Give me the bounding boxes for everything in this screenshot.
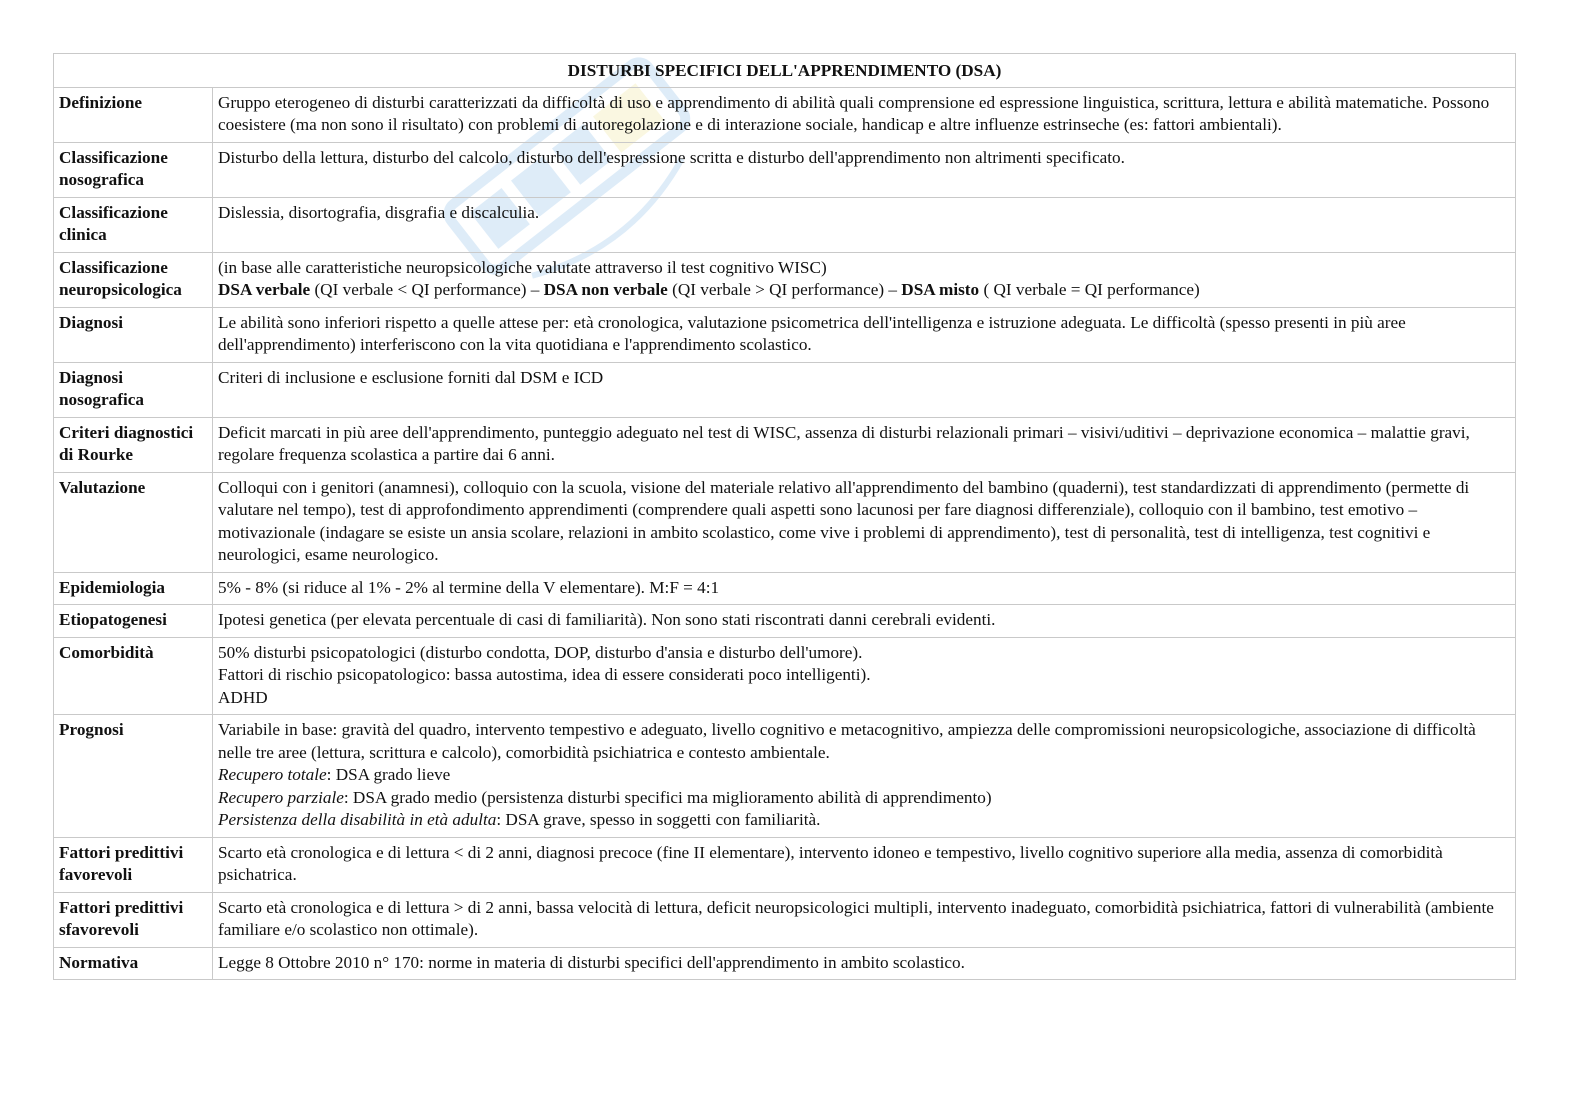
table-row-prognosi [54, 715, 1516, 838]
row-label: Criteri diagnostici di Rourke [54, 417, 213, 472]
row-content: Criteri di inclusione e esclusione forniti dal DSM e ICD [213, 362, 1516, 417]
dsa-verbale-desc: (QI verbale < QI performance) – [310, 280, 544, 299]
dsa-verbale-term: DSA verbale [218, 280, 311, 299]
row-label: Prognosi [54, 715, 213, 838]
dsa-non-verbale-desc: (QI verbale > QI performance) – [667, 280, 902, 299]
dsa-types-line [218, 279, 1509, 302]
recupero-parziale-desc: : DSA grado medio (persistenza disturbi specifici ma miglioramento abilità di apprendimento) [343, 787, 992, 807]
table-row-diagnosi [54, 307, 1516, 362]
prognosi-intro: Variabile in base: gravità del quadro, intervento tempestivo e adeguato, livello cognitivo e metacognitivo, ampiezza delle compromissioni neuropsicologiche, associazione di difficoltà nelle tre aree (lettura, scrittura e calcolo), comorbidità psichiatrica e contesto ambientale. [218, 720, 1476, 762]
persistenza-desc: : DSA grave, spesso in soggetti con familiarità. [496, 810, 821, 829]
persistenza-line [218, 809, 1509, 832]
title-row [54, 54, 1516, 88]
wisc-note: (in base alle caratteristiche neuropsicologiche valutate attraverso il test cognitivo WISC) [218, 257, 827, 277]
row-content: Scarto età cronologica e di lettura < di 2 anni, diagnosi precoce (fine II elementare), intervento idoneo e tempestivo, livello cognitivo superiore alla media, assenza di comorbidità psichatrica. [213, 837, 1516, 892]
row-label: Classificazione nosografica [54, 142, 213, 197]
recupero-parziale-term: Recupero parziale [218, 787, 344, 807]
table-row-fattori-sfavorevoli [54, 892, 1516, 947]
row-content: Scarto età cronologica e di lettura > di 2 anni, bassa velocità di lettura, deficit neuropsicologici multipli, intervento inadeguato, comorbidità psichiatrica, fattori di vulnerabilità (ambiente familiare e/o scolastico non ottimale). [213, 892, 1516, 947]
table-row-etiopatogenesi [54, 605, 1516, 638]
row-label: Fattori predittivi favorevoli [54, 837, 213, 892]
table-row-normativa [54, 947, 1516, 980]
row-label: Diagnosi nosografica [54, 362, 213, 417]
row-content: Dislessia, disortografia, disgrafia e discalculia. [213, 197, 1516, 252]
row-label: Etiopatogenesi [54, 605, 213, 638]
row-label: Classificazione neuropsicologica [54, 252, 213, 307]
row-content [213, 252, 1516, 307]
row-label: Epidemiologia [54, 572, 213, 605]
row-label: Fattori predittivi sfavorevoli [54, 892, 213, 947]
table-row-classificazione-neuropsicologica [54, 252, 1516, 307]
row-content: Legge 8 Ottobre 2010 n° 170: norme in materia di disturbi specifici dell'apprendimento in ambito scolastico. [213, 947, 1516, 980]
row-label: Definizione [54, 87, 213, 142]
row-content: Deficit marcati in più aree dell'apprendimento, punteggio adeguato nel test di WISC, assenza di disturbi relazionali primari – visivi/uditivi – deprivazione economica – malattie gravi, regolare frequenza scolastica a partire dai 6 anni. [213, 417, 1516, 472]
table-row-criteri-rourke [54, 417, 1516, 472]
recupero-totale-term: Recupero totale [218, 765, 327, 784]
persistenza-term: Persistenza della disabilità in età adulta [218, 810, 497, 829]
dsa-misto-term: DSA misto [901, 280, 980, 299]
row-label: Classificazione clinica [54, 197, 213, 252]
row-content: Gruppo eterogeneo di disturbi caratterizzati da difficoltà di uso e apprendimento di abilità quali comprensione ed espressione linguistica, scrittura, lettura e abilità matematiche. Possono coesistere (ma non sono il risultato) con problemi di autoregolazione e di interazione sociale, handicap e altre influenze estrinseche (es: fattori ambientali). [213, 87, 1516, 142]
comorbidita-line: Fattori di rischio psicopatologico: bassa autostima, idea di essere considerati poco intelligenti). [218, 665, 871, 684]
row-label: Valutazione [54, 472, 213, 572]
row-label: Diagnosi [54, 307, 213, 362]
row-content [213, 715, 1516, 838]
row-content [213, 637, 1516, 715]
table-row-fattori-favorevoli [54, 837, 1516, 892]
row-content: Ipotesi genetica (per elevata percentuale di casi di familiarità). Non sono stati riscontrati danni cerebrali evidenti. [213, 605, 1516, 638]
table-row-valutazione [54, 472, 1516, 572]
table-row-diagnosi-nosografica [54, 362, 1516, 417]
recupero-parziale-line [218, 787, 1509, 810]
table-row-definizione [54, 87, 1516, 142]
recupero-totale-desc: : DSA grado lieve [326, 765, 451, 784]
recupero-totale-line [218, 764, 1509, 787]
comorbidita-line: 50% disturbi psicopatologici (disturbo condotta, DOP, disturbo d'ansia e disturbo dell'umore). [218, 642, 863, 662]
table-row-classificazione-clinica [54, 197, 1516, 252]
dsa-misto-desc: ( QI verbale = QI performance) [979, 280, 1200, 299]
row-content: Disturbo della lettura, disturbo del calcolo, disturbo dell'espressione scritta e disturbo dell'apprendimento non altrimenti specificato. [213, 142, 1516, 197]
comorbidita-line: ADHD [218, 687, 268, 707]
row-label: Comorbidità [54, 637, 213, 715]
row-content: Le abilità sono inferiori rispetto a quelle attese per: età cronologica, valutazione psicometrica dell'intelligenza e istruzione adeguata. Le difficoltà (spesso presenti in più aree dell'apprendimento) interferiscono con la vita quotidiana e l'apprendimento scolastico. [213, 307, 1516, 362]
row-content: 5% - 8% (si riduce al 1% - 2% al termine della V elementare). M:F = 4:1 [213, 572, 1516, 605]
table-row-epidemiologia [54, 572, 1516, 605]
table-row-classificazione-nosografica [54, 142, 1516, 197]
dsa-table [53, 53, 1516, 980]
row-content: Colloqui con i genitori (anamnesi), colloquio con la scuola, visione del materiale relativo all'apprendimento del bambino (quaderni), test standardizzati di apprendimento (permette di valutare nel tempo), test di approfondimento apprendimenti (comprendere quali aspetti sono lacunosi per fare diagnosi differenziale), colloquio con il bambino, test emotivo – motivazionale (indagare se esiste un ansia scolare, relazioni in ambito scolastico, come vive i problemi di apprendimento), test di personalità, test di intelligenza, test cognitivi e neurologici, esame neurologico. [213, 472, 1516, 572]
row-label: Normativa [54, 947, 213, 980]
table-row-comorbidita [54, 637, 1516, 715]
dsa-non-verbale-term: DSA non verbale [543, 280, 668, 299]
page-title: DISTURBI SPECIFICI DELL'APPRENDIMENTO (DSA) [54, 54, 1516, 88]
